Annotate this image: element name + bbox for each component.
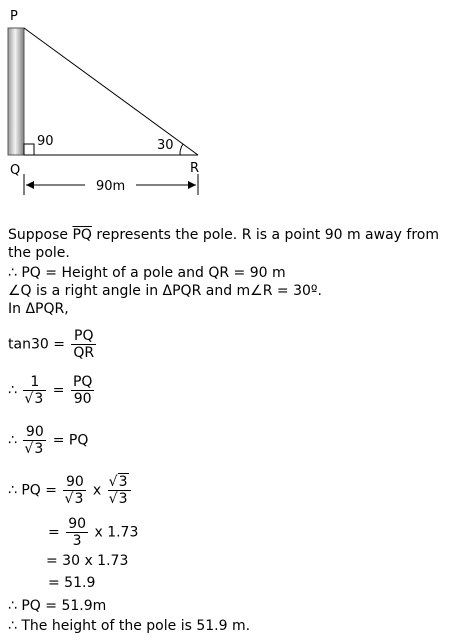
distance-label: 90m bbox=[96, 179, 126, 194]
eq-90-over-3 bbox=[48, 516, 138, 549]
line-right-angle: ∠Q is a right angle in ΔPQR and m∠R = 30º. bbox=[8, 283, 322, 299]
label-p: P bbox=[10, 9, 18, 24]
radicand: 3 bbox=[74, 491, 84, 507]
radicand: 3 bbox=[34, 391, 44, 407]
eq-rest: x 1.73 bbox=[94, 524, 139, 541]
angle-r-arc bbox=[180, 144, 183, 155]
right-angle-label: 90 bbox=[37, 134, 54, 149]
fraction-90-root3 bbox=[63, 474, 86, 507]
line-in-triangle: In ΔPQR, bbox=[8, 301, 69, 317]
eq-519: = 51.9 bbox=[48, 575, 96, 591]
eq-90-over-root3 bbox=[8, 424, 88, 457]
frac-num: PQ bbox=[72, 374, 93, 390]
segment-pq: $\overline{PQ}$ bbox=[72, 227, 92, 243]
frac-num: 90 bbox=[23, 424, 46, 441]
eq-rationalize bbox=[8, 474, 133, 507]
fraction-90-3 bbox=[66, 516, 88, 549]
fraction-pq-qr bbox=[71, 328, 96, 361]
frac-den bbox=[108, 491, 131, 507]
equals: = bbox=[48, 524, 60, 541]
fraction-1-root3 bbox=[23, 374, 46, 407]
radicand: 3 bbox=[118, 474, 128, 490]
frac-num: 1 bbox=[23, 374, 46, 391]
eq-lhs: ∴ PQ = bbox=[8, 482, 57, 499]
conclusion: ∴ The height of the pole is 51.9 m. bbox=[8, 618, 251, 634]
eq-rhs: = PQ bbox=[52, 432, 89, 449]
line-suppose-a: Suppose bbox=[8, 227, 73, 243]
frac-num: PQ bbox=[71, 328, 96, 345]
frac-num: 90 bbox=[68, 516, 87, 532]
eq-30-times: = 30 x 1.73 bbox=[46, 553, 129, 569]
line-suppose bbox=[8, 226, 439, 244]
equals: = bbox=[52, 382, 65, 399]
label-q: Q bbox=[10, 163, 21, 178]
frac-den: QR bbox=[73, 345, 95, 361]
fraction-root3-root3 bbox=[108, 474, 131, 507]
frac-den bbox=[23, 441, 46, 457]
dim-arrow-left bbox=[26, 181, 34, 189]
label-r: R bbox=[190, 161, 200, 176]
times: x bbox=[92, 482, 102, 499]
line-suppose-c: represents the pole. R is a point 90 m away from bbox=[91, 227, 439, 243]
angle-r-label: 30 bbox=[157, 138, 174, 153]
therefore-symbol: ∴ bbox=[8, 382, 17, 399]
right-angle-marker bbox=[24, 144, 34, 155]
eq-pq-result: ∴ PQ = 51.9m bbox=[8, 598, 107, 614]
pole bbox=[8, 28, 24, 155]
triangle-figure bbox=[0, 0, 475, 200]
radicand: 3 bbox=[118, 491, 128, 507]
frac-den: 3 bbox=[72, 533, 82, 549]
radicand: 3 bbox=[34, 441, 44, 457]
frac-num bbox=[108, 474, 131, 491]
frac-den: 90 bbox=[73, 391, 92, 407]
fraction-90-root3 bbox=[23, 424, 46, 457]
frac-num: 90 bbox=[63, 474, 86, 491]
eq-tan30 bbox=[8, 328, 98, 361]
fraction-pq-90 bbox=[71, 374, 94, 407]
therefore-symbol: ∴ bbox=[8, 432, 17, 449]
line-height-def: ∴ PQ = Height of a pole and QR = 90 m bbox=[8, 265, 286, 281]
dim-arrow-right bbox=[188, 181, 196, 189]
line-the-pole: the pole. bbox=[8, 245, 70, 261]
frac-den bbox=[23, 391, 46, 407]
eq-one-over-root3 bbox=[8, 374, 96, 407]
eq-tan30-lhs: tan30 = bbox=[8, 336, 65, 353]
frac-den bbox=[63, 491, 86, 507]
